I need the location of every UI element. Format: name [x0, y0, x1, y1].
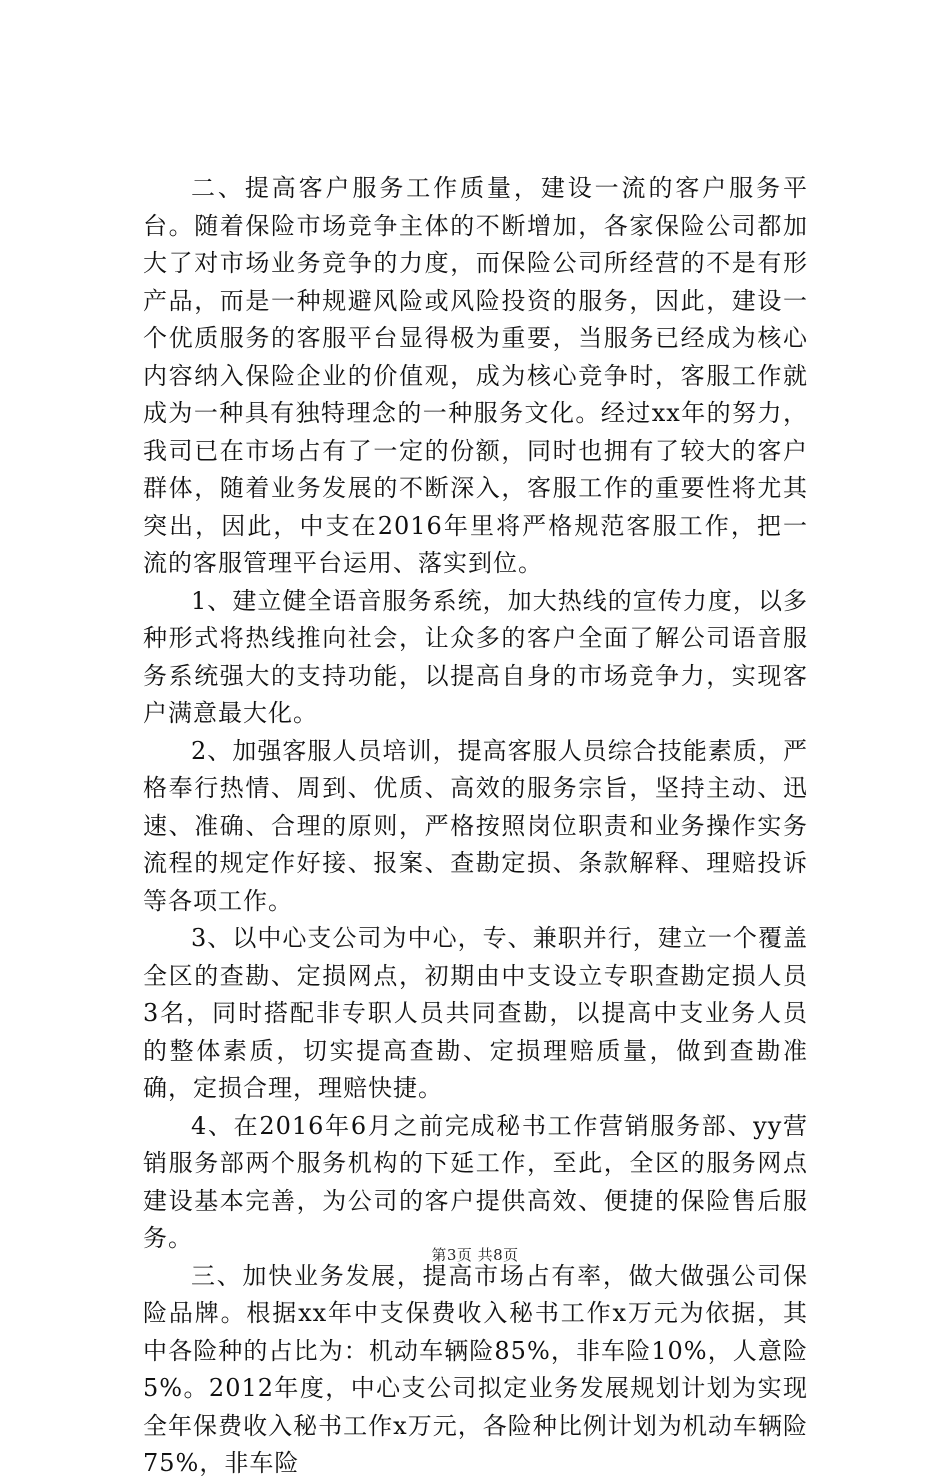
paragraph-staff-training: 2、加强客服人员培训，提高客服人员综合技能素质，严格奉行热情、周到、优质、高效的服务宗旨，坚持主动、迅速、准确、合理的原则，严格按照岗位职责和业务操作实务流程的规定作好接、报案、查勘定损、条款解释、理赔投诉等各项工作。: [143, 736, 808, 915]
paragraph-business-development: 三、加快业务发展，提高市场占有率，做大做强公司保险品牌。根据xx年中支保费收入秘书工作x万元为依据，其中各险种的占比为：机动车辆险85%，非车险10%，人意险5%。2012年度，中心支公司拟定业务发展规划计划为实现全年保费收入秘书工作x万元，各险种比例计划为机动车辆险75%，非车险: [143, 1261, 808, 1477]
paragraph-customer-service-platform: 二、提高客户服务工作质量，建设一流的客户服务平台。随着保险市场竞争主体的不断增加，各家保险公司都加大了对市场业务竞争的力度，而保险公司所经营的不是有形产品，而是一种规避风险或风险投资的服务，因此，建设一个优质服务的客服平台显得极为重要，当服务已经成为核心内容纳入保险企业的价值观，成为核心竞争时，客服工作就成为一种具有独特理念的一种服务文化。经过xx年的努力，我司已在市场占有了一定的份额，同时也拥有了较大的客户群体，随着业务发展的不断深入，客服工作的重要性将尤其突出，因此，中支在2016年里将严格规范客服工作，把一流的客服管理平台运用、落实到位。: [143, 174, 808, 577]
paragraph-voice-service-system: 1、建立健全语音服务系统，加大热线的宣传力度，以多种形式将热线推向社会，让众多的客户全面了解公司语音服务系统强大的支持功能，以提高自身的市场竞争力，实现客户满意最大化。: [143, 586, 808, 727]
document-body: [143, 170, 808, 1483]
paragraph-survey-network: 3、以中心支公司为中心，专、兼职并行，建立一个覆盖全区的查勘、定损网点，初期由中支设立专职查勘定损人员3名，同时搭配非专职人员共同查勘，以提高中支业务人员的整体素质，切实提高查勘、定损理赔质量，做到查勘准确，定损合理，理赔快捷。: [143, 924, 808, 1102]
page-number-footer: 第3页 共8页: [431, 1246, 519, 1264]
paragraph-branch-extension: 4、在2016年6月之前完成秘书工作营销服务部、yy营销服务部两个服务机构的下延工作，至此，全区的服务网点建设基本完善，为公司的客户提供高效、便捷的保险售后服务。: [143, 1111, 808, 1252]
